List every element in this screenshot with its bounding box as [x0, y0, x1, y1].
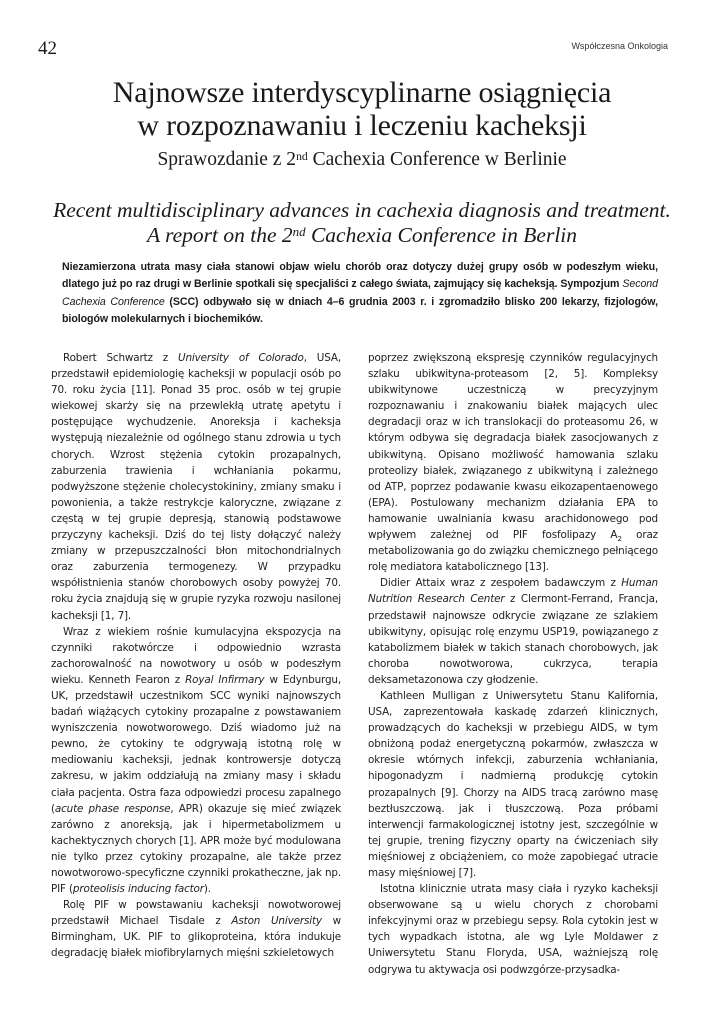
paragraph: Rolę PIF w powstawaniu kacheksji nowotworowej przedstawił Michael Tisdale z Aston University w Birmingham, UK. PIF to glikoproteina, która indukuje degradację białek miofibrylarnych mięśni szkieletowych — [51, 899, 341, 960]
paragraph: poprzez zwiększoną ekspresję czynników regulacyjnych szlaku ubikwityna-proteasom [2, 5]. Kompleksy ubikwitynowe uczestniczą w precyzyjnym rozpoznawaniu i znakowaniu białek mających ulec degradacji oraz w ich translokacji do proteasomu 26, w którym odbywa się degradacja białek zasocjowanych z ubikwityną. Opisano możliwość hamowania szlaku proteolizy białek, związanego z ubikwityną i zależnego od ATP, poprzez podawanie kwasu eikozapentaenowego (EPA). Postulowany mechanizm działania EPA to hamowanie uwalniania kwasu arachidonowego pod wpływem zależnej od PIF fosfolipazy $A_2$ oraz metabolizowania go do związku chemicznego pełniącego rolę mediatora katabolicznego [13]. — [368, 352, 658, 574]
conference-name: Second Cachexia Conference — [62, 278, 658, 308]
title-line-2: w rozpoznawaniu i leczeniu kacheksji — [137, 109, 587, 142]
paragraph: Robert Schwartz z University of Colorado, USA, przedstawił epidemiologię kacheksji w populacji osób po 70. roku życia [11]. Ponad 35 proc. osób w tej grupie wiekowej skarży się na przewlekłą utratę apetytu i postępujące wychudzenie. Anoreksja i kacheksja występują niezależnie od ogólnego stanu zdrowia u tych chorych. Wzrost stężenia cytokin prozapalnych, zaburzenia trawienia i wchłaniania pokarmu, podwyższone stężenie cholecystokininy, zmiany smaku i powonienia, a także restrykcje kaloryczne, związane z częstą w tej grupie depresją, stanowią podstawowe przyczyny kacheksji. Dziś do tej listy dołączyć należy zmiany w przepuszczalności błon mitochondrialnych oraz zaburzenia termogenezy. W przypadku współistnienia stanów chorobowych osoby powyżej 70. roku życia znajdują się w grupie ryzyka rozwoju nasilonej kacheksji [1, 7]. — [51, 352, 342, 622]
paragraph: Istotna klinicznie utrata masy ciała i ryzyko kacheksji obserwowane są u wielu chorych z chorobami infekcyjnymi oraz w przebiegu sepsy. Rola cytokin jest w tych wypadkach istotna, ale wg Lyle Moldawer z Uniwersytetu Stanu Floryda, USA, ważniejszą rolę odgrywa tu aktywacja osi podwzgórze-przysadka- — [368, 883, 658, 976]
paragraph: Didier Attaix wraz z zespołem badawczym z Human Nutrition Research Center z Clermont-Ferrand, Francja, przedstawił najnowsze odkrycie związane ze szlakiem ubikwityny, opisując rolę enzymu USP19, powiązanego z katabolizmem białek w takich stanach chorobowych, jak choroba nowotworowa, cukrzyca, terapia deksametazonowa czy głodzenie. — [368, 577, 658, 686]
right-column — [368, 350, 658, 978]
left-column — [51, 350, 341, 962]
title-en-line-1: Recent multidisciplinary advances in cachexia diagnosis and treatment. — [53, 198, 671, 222]
title-en-line-2: A report on the 2nd Cachexia Conference in Berlin — [146, 223, 578, 247]
paragraph: Wraz z wiekiem rośnie kumulacyjna ekspozycja na czynniki rakotwórcze i odpowiednio wzrasta zachorowalność na nowotwory u osób w podeszłym wieku. Kenneth Fearon z Royal Infirmary w Edynburgu, UK, przedstawił uczestnikom SCC wyniki najnowszych badań wiążących cytokiny prozapalne z powstawaniem wyniszczenia nowotworowego. Dziś wiadomo już na pewno, że cytokiny te odgrywają istotną rolę w mediowaniu kacheksji, jednak kontrowersje dotyczą zakresu, w jakim oddziałują na zmiany masy i składu ciała pacjenta. Ostra faza odpowiedzi procesu zapalnego (acute phase response, APR) okazuje się mieć związek zarówno z anoreksją, jak i hipermetabolizmem u kachektycznych chorych [1]. APR może być modulowana nie tylko przez cytokiny prozapalne, ale także przez nowotworowo-specyficzne czynniki prokatheczne, jak np. PIF (proteolisis inducing factor). — [51, 625, 341, 896]
abstract: Niezamierzona utrata masy ciała stanowi objaw wielu chorób oraz dotyczy dużej grupy osób w podeszłym wieku, dlatego już po raz drugi w Berlinie spotkali się specjaliści z całego świata, zajmujący się kacheksją. Sympozjum Second Cachexia Conference (SCC) odbywało się w dniach 4–6 grudnia 2003 r. i zgromadziło blisko 200 lekarzy, fizjologów, biologów molekularnych i biochemików. — [62, 261, 658, 326]
journal-name: Współczesna Onkologia — [571, 41, 668, 51]
paragraph: Kathleen Mulligan z Uniwersytetu Stanu Kalifornia, USA, zaprezentowała kaskadę zdarzeń klinicznych, prowadzących do kacheksji w przebiegu AIDS, w tym obniżoną podaż energetyczną pokarmów, zwłaszcza w okresie wtórnych infekcji, zaburzenia wchłaniania, hipogonadyzm i nadmierną produkcję cytokin prozapalnych [9]. Chorzy na AIDS tracą zarówno masę beztłuszczową. jak i tłuszczową. Poza próbami interwencji farmakologicznej istotny jest, szczególnie w tej grupie, trening fizyczny oparty na ćwiczeniach siły mięśniowej z obciążeniem, co może zapobiegać utracie masy mięśniowej [7]. — [368, 689, 658, 879]
article-title-english — [40, 198, 684, 248]
page-number: 42 — [38, 38, 57, 59]
article-subtitle-polish: Sprawozdanie z 2nd Cachexia Conference w Berlinie — [157, 149, 567, 170]
title-block — [40, 76, 684, 248]
title-line-1: Najnowsze interdyscyplinarne osiągnięcia — [112, 76, 612, 109]
article-title-polish — [40, 76, 684, 142]
